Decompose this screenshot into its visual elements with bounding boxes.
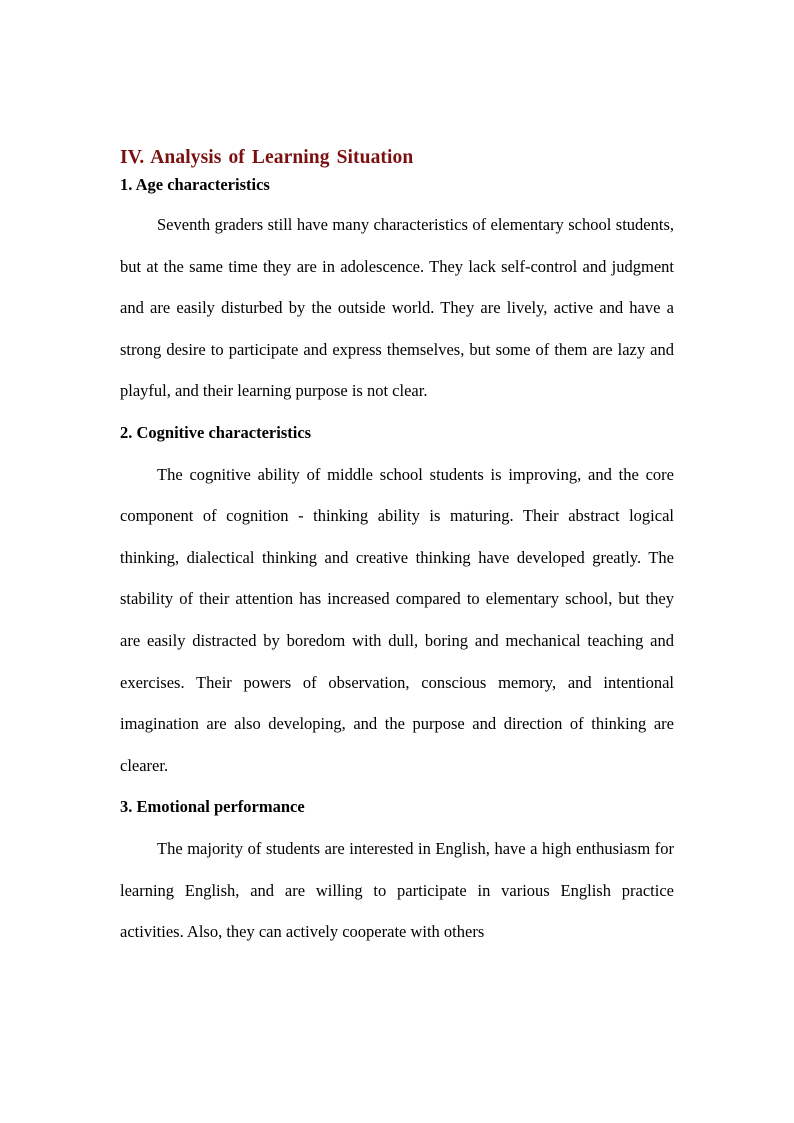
section-heading-age: 1. Age characteristics: [120, 175, 270, 194]
paragraph-cognitive: The cognitive ability of middle school students is improving, and the core component of cognition - thinking ability is maturing. Their abstract logical thinking, dialectical thinking and creative thinking have developed greatly. The stability of their attention has increased compared to elementary school, but they are easily distracted by boredom with dull, boring and mechanical teaching and exercises. Their powers of observation, conscious memory, and intentional imagination are also developing, and the purpose and direction of thinking are clearer.: [120, 464, 674, 775]
section-heading-emotional: 3. Emotional performance: [120, 797, 305, 817]
paragraph-age: Seventh graders still have many characteristics of elementary school students, but at the same time they are in adolescence. They lack self-control and judgment and are easily disturbed by the outside world. They are lively, active and have a strong desire to participate and express themselves, but some of them are lazy and playful, and their learning purpose is not clear.: [120, 215, 674, 401]
document-page: [120, 143, 674, 953]
section-heading-cognitive: 2. Cognitive characteristics: [120, 422, 312, 442]
page-title: IV. Analysis of Learning Situation: [120, 147, 414, 168]
paragraph-emotional: The majority of students are interested in English, have a high enthusiasm for learning English, and are willing to participate in various English practice activities. Also, they can actively cooperate with others: [120, 838, 674, 942]
